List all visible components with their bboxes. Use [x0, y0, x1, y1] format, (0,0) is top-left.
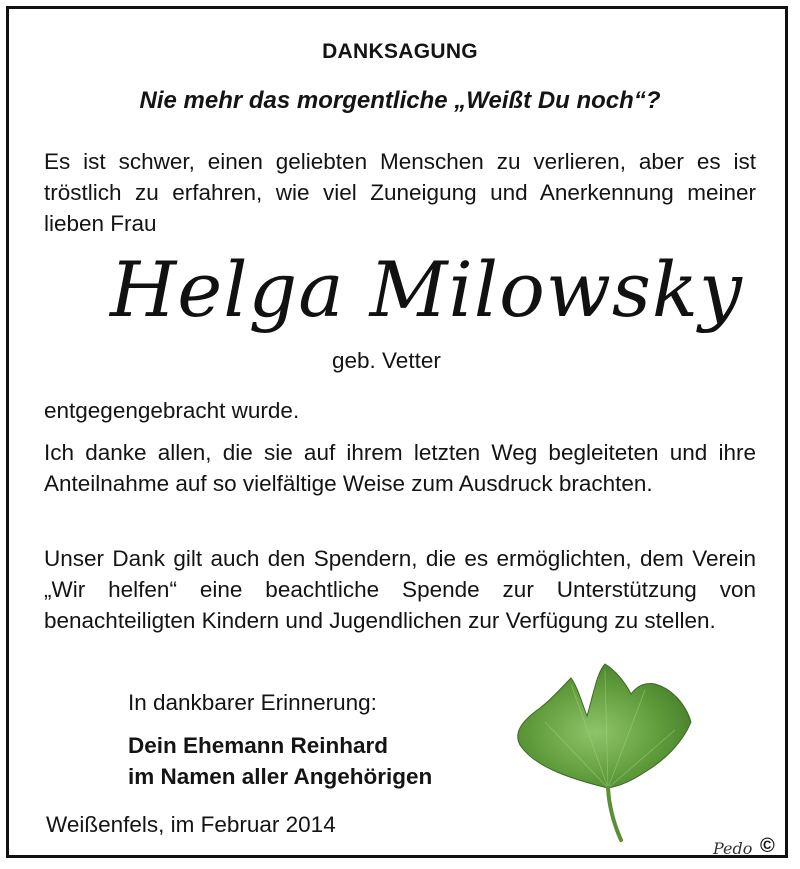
- copyright-icon: ©: [760, 835, 775, 857]
- donors-paragraph: Unser Dank gilt auch den Spendern, die es ermöglichten, dem Verein „Wir helfen“ eine beachtliche Spende zur Unterstützung von benachteiligten Kindern und Jugendlichen zur Verfügung zu stellen.: [44, 546, 756, 633]
- deceased-name: Helga Milowsky: [110, 245, 743, 334]
- designer-credit: Pedo: [713, 839, 753, 858]
- intro-paragraph: Es ist schwer, einen geliebten Menschen zu verlieren, aber es ist tröstlich zu erfahren, wie viel Zuneigung und Anerkennung meiner lieben Frau: [44, 149, 756, 236]
- ginkgo-leaf-icon: [505, 660, 705, 850]
- signer-line-2: im Namen aller Angehörigen: [128, 764, 433, 789]
- notice-heading: DANKSAGUNG: [322, 40, 478, 63]
- thanks-paragraph: Ich danke allen, die sie auf ihrem letzten Weg begleiteten und ihre Anteilnahme auf so vielfältige Weise zum Ausdruck brachten.: [44, 440, 756, 496]
- after-name-text: entgegengebracht wurde.: [44, 398, 300, 423]
- notice-subheading: Nie mehr das morgentliche „Weißt Du noch“?: [139, 87, 661, 114]
- place-date: Weißenfels, im Februar 2014: [46, 812, 336, 837]
- signer-line-1: Dein Ehemann Reinhard: [128, 733, 389, 758]
- closing-line: In dankbarer Erinnerung:: [128, 690, 377, 715]
- maiden-name: geb. Vetter: [332, 348, 441, 373]
